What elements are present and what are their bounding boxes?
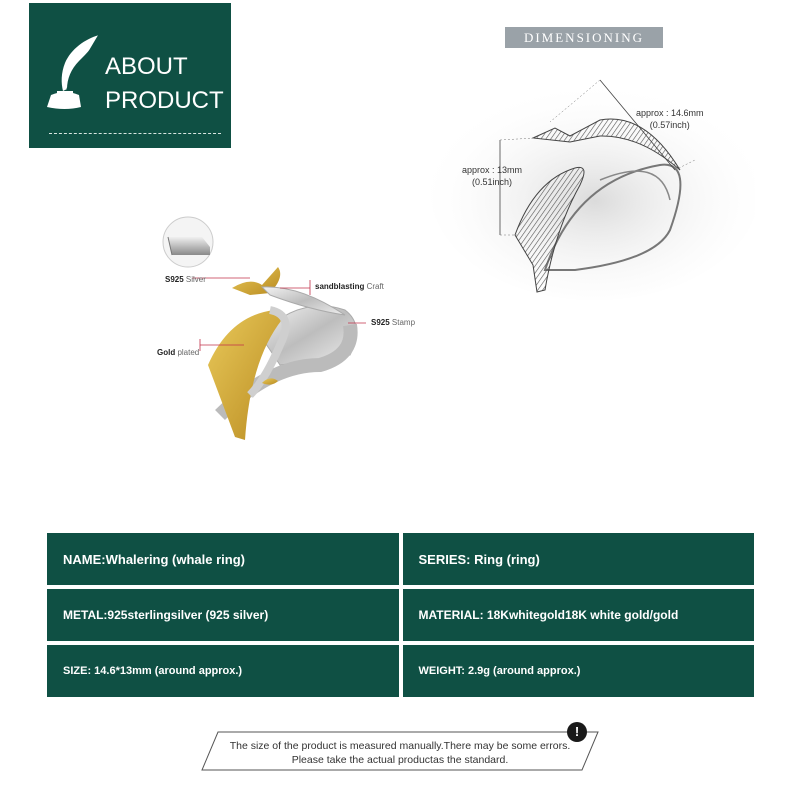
spec-metal: METAL:925sterlingsilver (925 silver) (47, 589, 399, 641)
silver-swatch-icon (163, 217, 213, 267)
notice-line1: The size of the product is measured manually.There may be some errors. (229, 740, 571, 752)
measurement-notice (200, 731, 600, 771)
callout-sandblasting-craft (315, 282, 384, 291)
spec-weight: WEIGHT: 2.9g (around approx.) (403, 645, 755, 697)
callout-s925-stamp-text: Stamp (389, 318, 416, 327)
spec-material: MATERIAL: 18Kwhitegold18K white gold/gold (403, 589, 755, 641)
callout-s925-silver-bold: S925 (165, 275, 184, 284)
spec-row (47, 533, 754, 585)
about-product-title (105, 50, 224, 118)
notice-line2: Please take the actual productas the standard. (291, 754, 509, 766)
height-inch: (0.51inch) (472, 177, 513, 187)
length-mm: approx : 14.6mm (636, 108, 704, 118)
spec-table (47, 533, 754, 701)
callout-sandblasting-text: Craft (364, 282, 384, 291)
height-mm: approx : 13mm (462, 165, 523, 175)
callout-s925-silver (165, 275, 206, 284)
about-product-badge (29, 3, 231, 148)
callout-s925-silver-text: Silver (183, 275, 206, 284)
dashed-divider (49, 133, 221, 134)
callout-s925-stamp-bold: S925 (371, 318, 390, 327)
spec-size: SIZE: 14.6*13mm (around approx.) (47, 645, 399, 697)
callout-gold-plated (157, 348, 199, 357)
height-dimension-label (462, 164, 522, 188)
length-dimension-label (636, 107, 704, 131)
spec-series: SERIES: Ring (ring) (403, 533, 755, 585)
callout-sandblasting-bold: sandblasting (315, 282, 365, 291)
warning-icon: ! (567, 722, 587, 742)
ring-product-image (150, 215, 440, 455)
spec-row (47, 645, 754, 697)
about-title-line1: ABOUT (105, 53, 188, 80)
spec-row (47, 589, 754, 641)
callout-gold-text: plated (175, 348, 200, 357)
length-inch: (0.57inch) (649, 120, 690, 130)
spec-name: NAME:Whalering (whale ring) (47, 533, 399, 585)
about-title-line2: PRODUCT (105, 87, 224, 114)
quill-inkwell-icon (41, 33, 103, 113)
callout-s925-stamp (371, 318, 415, 327)
callout-gold-bold: Gold (157, 348, 176, 357)
dimensioning-title: DIMENSIONING (505, 27, 663, 48)
